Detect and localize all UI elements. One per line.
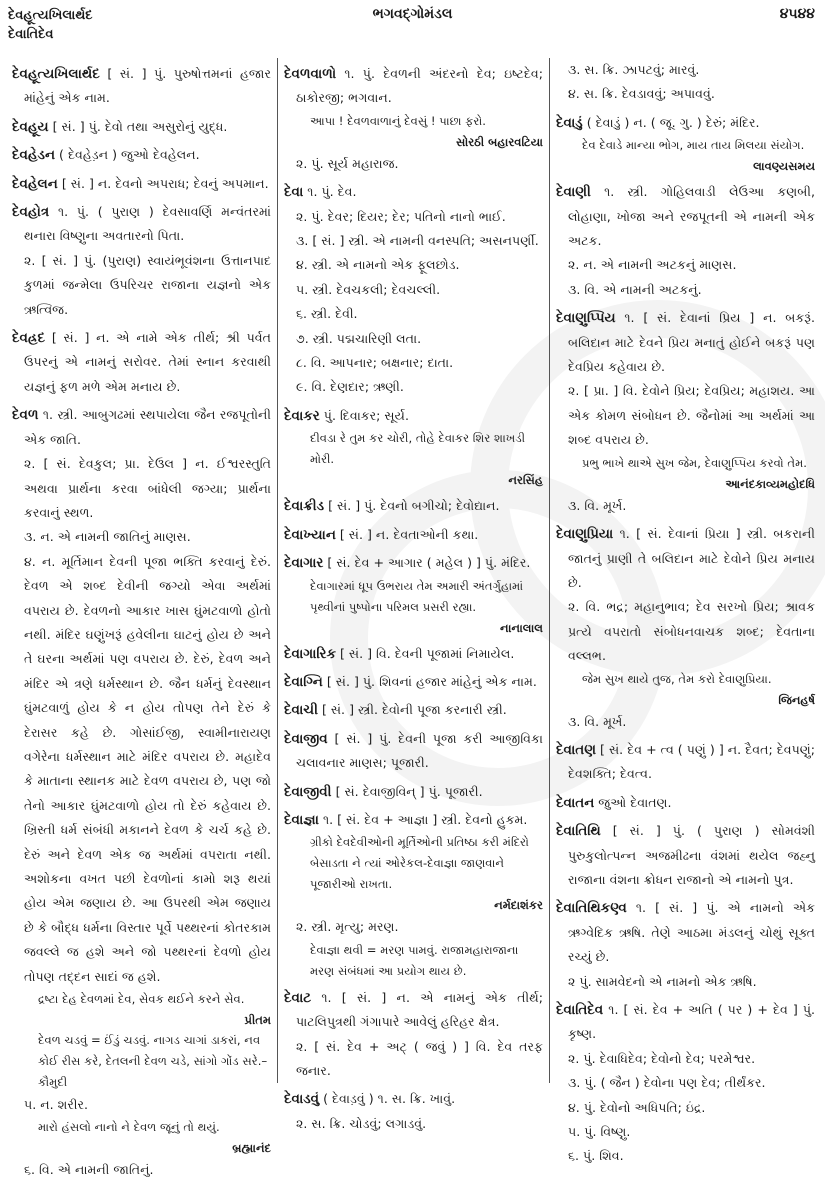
entry-headword: દેવાતિથિ: [556, 823, 601, 840]
usage-quote: જેમ સુખ થાયે તુજ, તેમ કરો દેવાણુપ્રિયા.: [582, 671, 772, 686]
entry-sense: ૫. સ્ત્રી. દેવચકલી; દેવચલ્લી.: [296, 281, 441, 297]
dictionary-entry: [284, 1087, 543, 1111]
entry-sense: ૨. પું. દેવર; દિયર; દેર; પતિનો નાનો ભાઈ.: [296, 208, 506, 224]
entry-sense: ૪. ન. મૂર્તિમાન દેવની પૂજા ભક્તિ કરવાનું દેરું. દેવળ એ શબ્દ દેવીની જગ્યો એવા અર્થમાં વપરાય છે. દેવળનો આકાર ખાસ ઘુંમટવાળો હોતો નથી. મંદિર ઘણુંખરૂં હવેલીના ઘાટનું હોય છે અને તે ઘરના અર્થમાં પણ વપરાય છે. દેરું, દેવળ અને મંદિર એ ત્રણે ધર્મસ્થાન છે. જૈન ધર્મનું દેવસ્થાન ઘુંમટવાળું હોય કે ન હોય તોપણ તેને દેરું કે દેરાસર કહે છે. ગોસાંઈજી, સ્વામીનારાયણ વગેરેના ધર્મસ્થાન માટે મંદિર વપરાય છે. મહાદેવ કે માતાના સ્થાનક માટે દેવળ વપરાય છે, પણ જો તેનો આકાર ઘુંમટવાળો હોય તો દેરું કહેવાય છે. ખ્રિસ્તી ધર્મ સંબંધી મકાનને દેવળ કે ચર્ચ કહે છે. દેરું અને દેવળ એક જ અર્થમાં વપરાતા નથી. અશોકના વખત પછી દેવળોનાં કામો શરૂ થયાં હોય એમ જણાય છે. આ ઉપરથી એમ જણાય છે કે બૌદ્ધ ધર્મના વિસ્તાર પૂર્વે પથ્થરનાં કોતરકામ જવલ્લે જ હશે અને જો પથ્થરનાં દેવળો હોય તોપણ તદ્દન સાદાં જ હશે.: [24, 553, 271, 984]
usage-quote: ગ્રીકો દેવદેવીઓની મૂર્તિઓની પ્રતિષ્ઠા કરી મંદિરો બેસાડતા ને ત્યાં ઓરેકલ-દેવાજ્ઞા જાણવાને પૂજારીઓ રાખતા.: [310, 835, 529, 892]
entry-definition: [ સં. ] પું. દેવની પૂજા કરી આજીવિકા ચલાવનાર માણસ; પૂજારી.: [296, 730, 543, 771]
entry-headword: દેવાડું: [556, 114, 583, 131]
column-2: [277, 58, 549, 1131]
entry-headword: દેવળવાળો: [284, 66, 337, 82]
dictionary-entry: [556, 522, 815, 595]
quote-source: સોરઠી બહારવટિયા: [456, 134, 543, 149]
column-1: [6, 58, 277, 1178]
entry-headword: દેવહ્રદ: [12, 330, 46, 347]
usage-quote: આપા ! દેવળવાળાનું દેવસું ! પાછા ફરો.: [310, 113, 486, 128]
usage-quote: દ્રષ્ટા દેહ દેવળમાં દેવ, સેવક થઈને કરને સેવ.: [38, 992, 245, 1007]
quote-source: બ્રહ્માનંદ: [232, 1141, 271, 1156]
dictionary-entry: [284, 670, 543, 694]
entry-definition: [ સં. ] વિ. દેવની પૂજામાં નિમાયેલ.: [336, 645, 515, 661]
entry-headword: દેવાચી: [284, 702, 318, 719]
usage-quote: મારો હંસલો નાનો ને દેવળ જૂનું તો થયું.: [38, 1120, 220, 1135]
entry-headword: દેવહેડન: [12, 147, 56, 164]
entry-sense: ૨. [ પ્રા. ] વિ. દેવોને પ્રિય; દેવપ્રિય; મહાશય. આ એક કોમળ સંબોધન છે. જૈનોમાં આ અર્થમાં આ શબ્દ વપરાય છે.: [568, 383, 815, 448]
quote-source: જિનહર્ષ: [778, 692, 815, 707]
dictionary-entry: [556, 791, 815, 815]
dictionary-entry: [284, 494, 543, 518]
entry-headword: દેવાકર: [284, 407, 320, 424]
quote-source: નાનાલાલ: [500, 620, 543, 635]
entry-sense: ૨. વિ. ભદ્ર; મહાનુભાવ; દેવ સરખો પ્રિય; શ્રાવક પ્રત્યે વપરાતો સંબોધનવાચક શબ્દ; દેવતાના વલ્લભ.: [568, 599, 815, 664]
entry-headword: દેવાતન: [556, 794, 595, 811]
quote-source: નર્મદાશંકર: [494, 898, 543, 913]
dictionary-entry: [284, 642, 543, 666]
entry-sense: ૫. ન. શરીર.: [24, 1097, 89, 1113]
dictionary-entry: [284, 780, 543, 804]
entry-definition: ૧. [ સં. દેવાનાં પ્રિયા ] સ્ત્રી. બકરાની જાતનું પ્રાણી તે બલિદાન માટે દેવોને પ્રિય મનાય છે.: [568, 526, 815, 590]
entry-definition: ૧. સ્ત્રી. આબુગઢમાં સ્થપાયેલા જૈન રજપૂતોની એક જાતિ.: [24, 407, 271, 447]
page-number: ૪૫૪૪: [779, 6, 815, 22]
usage-quote: દેવાજ્ઞા થવી = મરણ પામવું. રાજામહારાજાના મરણ સંબંધમાં આ પ્રયોગ થાય છે.: [310, 942, 519, 978]
entry-headword: દેવાતિથિકણ્વ: [556, 900, 627, 917]
entry-sense: ૩. વિ. મૂર્ખ.: [568, 713, 627, 729]
quote-source: લાવણ્યસમય: [753, 159, 815, 174]
dictionary-entry: [12, 143, 271, 167]
entry-sense: ૭. સ્ત્રી. પદ્મચારિણી લતા.: [296, 330, 422, 346]
entry-headword: દેવાખ્યાન: [284, 526, 336, 543]
entry-definition: ૧. પું. દેવ.: [303, 184, 357, 200]
usage-quote: દેવળ ચડવું = ઈંડું ચડવું. નાગડ ચાગાં ડાકરાં, નવ કોઈ રીસ કરે, દેતલની દેવળ ચડે, સાંગો ગોંડ સરે.–કૌમુદી: [38, 1033, 268, 1090]
dictionary-entry: [284, 523, 543, 547]
dictionary-entry: [556, 738, 815, 787]
entry-definition: ( દેવાડ઼ું ) ન. ( જૂ. ગુ. ) દેરું; મંદિર.: [582, 114, 760, 130]
entry-headword: દેવાતણ: [556, 741, 596, 758]
entry-headword: દેવાજીવ: [284, 730, 328, 747]
entry-headword: દેવાટ: [284, 989, 312, 1006]
entry-sense: ૨. સ. ક્રિ. ચોડવું; લગાડવું.: [296, 1115, 427, 1131]
entry-headword: દેવાક્રીડ: [284, 498, 325, 515]
entry-definition: [ સં. ] ન. એ નામે એક તીર્થ; શ્રી પર્વત ઉપરનું એ નામનું સરોવર. તેમાં સ્નાન કરવાથી યજ્ઞનું ફળ મળે એમ મનાય છે.: [24, 330, 271, 394]
entry-definition: ( દેવાડ઼વું ) ૧. સ. ક્રિ. ખાવું.: [319, 1091, 456, 1107]
entry-sense: ૩. [ સં. ] સ્ત્રી. એ નામની વનસ્પતિ; અસનપર્ણી.: [296, 233, 539, 249]
entry-definition: ૧. [ સં. ] પું. એ નામનો એક ઋગ્વેદિક ઋષિ. તેણે આઠમા મંડલનું ચોથું સૂક્ત રચ્યું છે.: [568, 900, 815, 965]
usage-quote: દેવ દેવાડે માન્યા ભોગ, માય તાય મિલયા સંયોગ.: [582, 138, 805, 153]
entry-definition: જુઓ દેવાતણ.: [594, 794, 672, 810]
entry-sense: ૬. પું. શિવ.: [568, 1148, 624, 1164]
entry-sense: ૩. સ. ક્રિ. ઝાપટવું; મારવું.: [568, 62, 700, 77]
entry-definition: ૧. [ સં. દેવ + આજ્ઞા ] સ્ત્રી. દેવનો હુકમ.: [318, 811, 528, 827]
entry-headword: દેવાજીવી: [284, 783, 332, 800]
guide-word-first: દેવહૂત્યખિલાર્થદ: [8, 8, 93, 23]
entry-sense: ૨. પું. દેવાધિદેવ; દેવોનો દેવ; પરમેશ્વર.: [568, 1050, 756, 1066]
entry-definition: ૧. સ્ત્રી. ગોહિલવાડી લેઉઆ કણબી, લોહાણા, ખોજા અને રજપૂતની એ નામની એક અટક.: [568, 184, 815, 249]
dictionary-entry: [556, 819, 815, 892]
entry-sense: ૨. [ સં. ] પું. (પુરાણ) સ્વાયંભૂવંશના ઉત્તાનપાદ કુળમાં જન્મેલા ઉપરિચર રાજાના યજ્ઞનો એક ઋત્વિજ.: [24, 252, 271, 317]
entry-definition: ૧. પું. દેવળની અંદરનો દેવ; ઇષ્ટદેવ; ઠાકોરજી; ભગવાન.: [296, 66, 543, 106]
entry-sense: ૩. વિ. એ નામની અટકનું.: [568, 281, 702, 297]
entry-headword: દેવાતિદેવ: [556, 1002, 604, 1018]
entry-definition: ૧. પું. ( પુરાણ ) દેવસાવર્ણિ મન્વંતરમાં થનારા વિષ્ણુના અવતારનો પિતા.: [24, 204, 271, 244]
entry-definition: [ સં. દેવાજીવિન્ ] પું. પૂજારી.: [331, 783, 483, 799]
entry-sense: ૩. ન. એ નામની જાતિનું માણસ.: [24, 529, 191, 545]
entry-sense: ૬. વિ. એ નામની જાતિનું.: [24, 1162, 154, 1178]
entry-sense: ૨. [ સં. દેવકુલ; પ્રા. દેઉલ ] ન. ઈશ્વરસ્તુતિ અથવા પ્રાર્થના કરવા બાંધેલી જગ્યા; પ્રાર્થના કરવાનું સ્થળ.: [24, 456, 271, 520]
dictionary-entry: [284, 404, 543, 428]
entry-definition: [ સં. ] ન. દેવનો અપરાધ; દેવનું અપમાન.: [57, 175, 269, 191]
column-3: [549, 58, 821, 1164]
dictionary-entry: [284, 180, 543, 204]
entry-sense: ૪. પું. દેવોનો અધિપતિ; ઇંદ્ર.: [568, 1099, 706, 1115]
entry-headword: દેવાજ્ઞા: [284, 811, 319, 828]
entry-definition: ૧. [ સં. દેવાનાં પ્રિય ] ન. બકરૂં. બલિદાન માટે દેવને પ્રિય મનાતું હોઈને બકરૂં પણ દેવપ્રિય કહેવાય છે.: [568, 310, 815, 375]
entry-definition: ૧. [ સં. દેવ + અતિ ( પર ) + દેવ ] પું. કૃષ્ણ.: [568, 1002, 815, 1042]
dictionary-entry: [284, 62, 543, 111]
entry-sense: ૨. [ સં. દેવ + અટ્ ( જવું ) ] વિ. દેવ તરફ જનાર.: [296, 1038, 543, 1078]
entry-definition: [ સં. ] પું. પુરુષોત્તમનાં હજાર માંહેનું એક નામ.: [24, 66, 271, 106]
entry-sense: ૪. સ્ત્રી. એ નામનો એક ફૂલછોડ.: [296, 257, 460, 273]
entry-headword: દેવાગ્નિ: [284, 673, 323, 690]
entry-headword: દેવહૂય: [12, 118, 49, 135]
dictionary-entry: [556, 111, 815, 135]
dictionary-entry: [12, 326, 271, 399]
dictionary-entry: [284, 551, 543, 575]
entry-definition: [ સં. ] સ્ત્રી. દેવોની પૂજા કરનારી સ્ત્રી.: [317, 702, 507, 718]
quote-source: પ્રીતમ: [244, 1013, 271, 1028]
entry-sense: ૪. સ. ક્રિ. દેવડાવવું; અપાવવું.: [568, 86, 715, 102]
entry-definition: [ સં. ] પું. શિવનાં હજાર માંહેનું એક નામ.: [322, 673, 537, 689]
dictionary-entry: [12, 115, 271, 139]
entry-sense: ૬. સ્ત્રી. દેવી.: [296, 306, 358, 322]
dictionary-entry: [12, 403, 271, 452]
entry-sense: ૮. વિ. આપનાર; બક્ષનાર; દાતા.: [296, 355, 454, 371]
entry-sense: ૨. પું. સૂર્ય મહારાજ.: [296, 155, 399, 171]
dictionary-entry: [556, 306, 815, 379]
entry-definition: [ સં. દેવ + ત્વ ( પણું ) ] ન. દૈવત; દેવપણું; દેવશક્તિ; દેવત્વ.: [568, 741, 815, 782]
entry-definition: [ સં. દેવ + આગાર ( મહેલ ) ] પું. મંદિર.: [323, 555, 531, 571]
entry-sense: ૯. વિ. દેણદાર; ઋણી.: [296, 379, 404, 395]
entry-sense: ૨. ન. એ નામની અટકનું માણસ.: [568, 257, 737, 273]
dictionary-entry: [556, 180, 815, 253]
entry-definition: [ સં. ] ન. દેવતાઓની કથા.: [335, 526, 479, 542]
quote-source: નરસિંહ: [508, 473, 543, 488]
usage-quote: દેવાગારમાં ધૂપ ઉભરાય તેમ અમારી અંતર્ગુહામાં પૃથ્વીનાં પુષ્પોના પરિમલ પ્રસરી રહ્યા.: [310, 578, 524, 614]
page-title: ભગવદ્ગોમંડલ: [372, 6, 453, 22]
entry-headword: દેવળ: [12, 407, 39, 424]
entry-headword: દેવા: [284, 184, 304, 201]
dictionary-entry: [284, 698, 543, 722]
entry-headword: દેવાણી: [556, 184, 591, 201]
entry-headword: દેવાગાર: [284, 555, 324, 572]
entry-headword: દેવાણુપ્પિય: [556, 310, 616, 327]
entry-sense: ૩. વિ. મૂર્ખ.: [568, 497, 627, 513]
entry-sense: ૩. પું. ( જૈન ) દેવોના પણ દેવ; તીર્થંકર.: [568, 1075, 766, 1091]
entry-sense: ૫. પું. વિષ્ણુ.: [568, 1124, 631, 1140]
entry-definition: [ સં. ] પું. દેવનો બગીચો; દેવોદ્યાન.: [324, 498, 500, 514]
entry-sense: ૨ પું. સામવેદનો એ નામનો એક ઋષિ.: [568, 973, 757, 989]
usage-quote: દીવડા રે તુમ કર ચોરી, તોહે દેવાકર શિર શાખડી મોરી.: [310, 431, 526, 467]
entry-definition: [ સં. ] પું. ( પુરાણ ) સોમવંશી પુરુકુલોત્પન્ન અજમીઢના વંશમાં થયેલ જહ્નુ રાજાના વંશના ક્રોધન રાજાનો એ નામનો પુત્ર.: [568, 823, 815, 887]
dictionary-entry: [556, 998, 815, 1047]
quote-source: આનંદકાવ્યમહોદધિ: [725, 476, 815, 491]
entry-headword: દેવહેલન: [12, 175, 58, 192]
dictionary-entry: [12, 172, 271, 196]
entry-definition: પું. દિવાકર; સૂર્ય.: [319, 407, 409, 423]
entry-definition: [ સં. ] પું. દેવો તથા અસુરોનું યુદ્ધ.: [48, 118, 228, 134]
dictionary-entry: [284, 727, 543, 776]
dictionary-columns: [6, 58, 821, 1178]
dictionary-entry: [284, 808, 543, 832]
usage-quote: પ્રભુ ભાખે થાએ સુખ જેમ, દેવાણુપ્પિય કરવો તેમ.: [582, 455, 807, 470]
entry-headword: દેવાગારિક: [284, 645, 336, 662]
entry-headword: દેવાણુપ્રિયા: [556, 526, 614, 543]
entry-definition: ૧. [ સં. ] ન. એ નામનું એક તીર્થ; પાટલિપુત્રથી ગંગાપારે આવેલું હરિહર ક્ષેત્ર.: [296, 989, 543, 1030]
entry-sense: ૨. સ્ત્રી. મૃત્યુ; મરણ.: [296, 919, 399, 935]
entry-definition: ( દેવહેડ઼ન ) જુઓ દેવહેલન.: [55, 147, 200, 163]
dictionary-entry: [12, 200, 271, 249]
dictionary-entry: [556, 896, 815, 969]
entry-headword: દેવહોત્ર: [12, 204, 50, 221]
guide-word-last: દેવાતિદેવ: [8, 27, 54, 42]
dictionary-entry: [284, 986, 543, 1035]
dictionary-entry: [12, 62, 271, 111]
entry-headword: દેવાડવું: [284, 1091, 320, 1108]
entry-headword: દેવહૂત્યખિલાર્થદ: [12, 66, 100, 82]
